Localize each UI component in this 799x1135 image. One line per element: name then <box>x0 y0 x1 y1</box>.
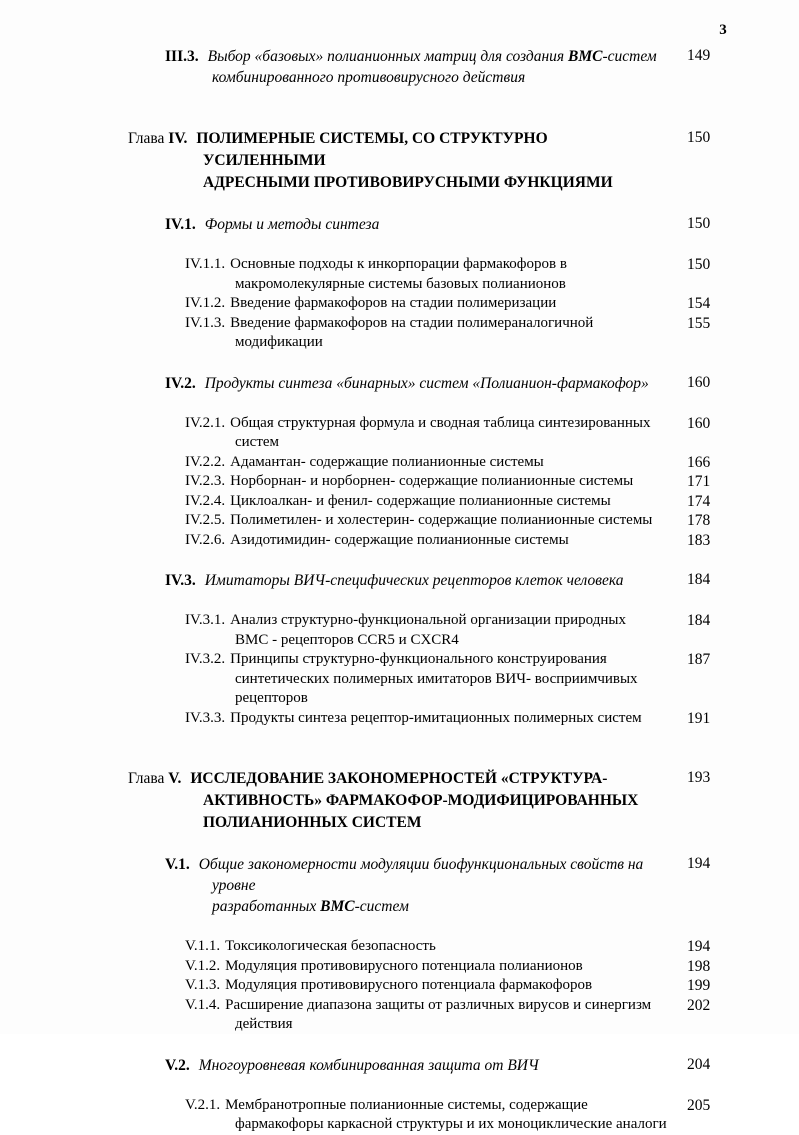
toc-entry-text <box>165 1055 539 1076</box>
toc-entry-page: 184 <box>687 571 711 588</box>
toc-entry-page: 183 <box>687 531 711 549</box>
toc-entry-title-line1: Токсикологическая безопасность <box>225 938 436 954</box>
toc-entry-number: IV.2.2. <box>185 453 226 470</box>
toc-entry-title-part1: Выбор «базовых» полианионных матриц для создания <box>207 48 568 65</box>
toc-entry-title-emphasis: ВМС <box>320 898 355 915</box>
toc-entry-page: 174 <box>687 492 711 510</box>
toc-entry-text <box>185 294 556 314</box>
toc-entry-text <box>185 511 652 531</box>
toc-entry-title: Формы и методы синтеза <box>204 216 380 233</box>
toc-entry-title-line3: рецепторов <box>235 690 308 706</box>
toc-entry-number: IV.2.3. <box>185 473 226 489</box>
toc-entry-number: IV.2.5. <box>185 512 226 528</box>
toc-entry-title-line2: фармакофоры каркасной структуры и их моноциклические аналоги <box>235 1116 667 1132</box>
toc-entry-iv-1[interactable] <box>165 214 799 235</box>
toc-entry-title-line1: Адамантан- содержащие полианионные системы <box>230 453 544 470</box>
chapter-title-line2: АДРЕСНЫМИ ПРОТИВОВИРУСНЫМИ ФУНКЦИЯМИ <box>203 174 613 191</box>
toc-entry-page: 155 <box>687 314 711 332</box>
toc-entry-text <box>185 709 642 729</box>
toc-entry-number: III.3. <box>165 48 199 65</box>
toc-entry-page: 149 <box>687 47 711 64</box>
toc-entry-page: 150 <box>687 129 711 146</box>
toc-entry-text <box>185 937 436 957</box>
toc-entry-iv-1-2[interactable] <box>185 294 799 314</box>
toc-entry-v-1-3[interactable] <box>185 976 799 996</box>
toc-entry-text <box>185 472 633 492</box>
toc-entry-iv-2-1[interactable] <box>185 414 799 453</box>
toc-entry-title: Имитаторы ВИЧ-специфических рецепторов клеток человека <box>204 572 624 589</box>
toc-entry-v-1-1[interactable] <box>185 937 799 957</box>
spacer <box>0 194 799 214</box>
toc-entry-iv-2-3[interactable] <box>185 472 799 492</box>
toc-entry-title-line1: Введение фармакофоров на стадии полимеризации <box>230 295 557 311</box>
toc-entry-page: 150 <box>687 256 711 273</box>
toc-entry-page: 184 <box>687 612 711 629</box>
chapter-lead-word: Глава <box>128 770 169 787</box>
toc-entry-page: 166 <box>687 453 711 471</box>
toc-entry-title-line1: Общие закономерности модуляции биофункциональных свойств на уровне <box>198 856 644 894</box>
toc-entry-page: 199 <box>687 977 711 994</box>
toc-entry-iv-3-1[interactable] <box>185 611 799 650</box>
toc-entry-text <box>165 214 379 235</box>
toc-entry-iv-2-2[interactable] <box>185 453 799 473</box>
toc-entry-number: V.1.4. <box>185 996 221 1013</box>
toc-entry-title-line2-part1: разработанных <box>212 898 321 915</box>
toc-entry-iv-3-3[interactable] <box>185 709 799 729</box>
toc-entry-page: 198 <box>687 957 711 975</box>
chapter-title-line1: ПОЛИМЕРНЫЕ СИСТЕМЫ, СО СТРУКТУРНО УСИЛЕННЫМИ <box>196 130 548 169</box>
toc-entry-page: 194 <box>687 938 711 955</box>
spacer <box>0 235 799 255</box>
toc-entry-title-line2: макромолекулярные системы базовых полианионов <box>235 275 566 292</box>
toc-entry-iv-2[interactable] <box>165 373 799 394</box>
toc-body <box>0 46 799 1135</box>
toc-entry-v-1-2[interactable] <box>185 957 799 977</box>
toc-entry-title: Продукты синтеза «бинарных» систем «Полианион-фармакофор» <box>204 374 649 392</box>
spacer <box>0 917 799 937</box>
spacer <box>0 728 799 768</box>
toc-entry-page: 205 <box>687 1096 711 1114</box>
toc-entry-title-line2: действия <box>235 1016 293 1032</box>
toc-entry-text <box>128 768 638 834</box>
toc-entry-number: V.2.1. <box>185 1096 221 1113</box>
toc-entry-text <box>165 570 623 591</box>
toc-entry-iv-1-3[interactable] <box>185 314 799 353</box>
spacer <box>0 394 799 414</box>
toc-entry-v-1[interactable] <box>165 854 799 917</box>
toc-entry-text <box>185 531 569 551</box>
toc-entry-page: 204 <box>687 1055 711 1073</box>
toc-entry-number: IV.2.4. <box>185 492 226 509</box>
toc-entry-page: 154 <box>687 295 711 312</box>
toc-entry-text <box>185 996 651 1035</box>
toc-entry-number: IV.1.1. <box>185 256 226 272</box>
toc-entry-page: 178 <box>687 512 711 529</box>
toc-entry-title-line2-part2: -систем <box>354 898 409 915</box>
toc-entry-title-line1: Общая структурная формула и сводная таблица синтезированных <box>230 414 651 431</box>
toc-entry-number: IV.3.1. <box>185 612 226 628</box>
toc-entry-text <box>185 650 638 709</box>
toc-entry-title-line1: Расширение диапазона защиты от различных вирусов и синергизм <box>225 996 652 1013</box>
toc-entry-chapter-v[interactable] <box>128 768 799 834</box>
toc-entry-iv-2-5[interactable] <box>185 511 799 531</box>
toc-entry-number: V.1.3. <box>185 977 221 993</box>
toc-entry-number: V.2. <box>165 1056 190 1074</box>
toc-entry-text <box>185 611 626 650</box>
toc-entry-v-1-4[interactable] <box>185 996 799 1035</box>
toc-entry-number: IV.3. <box>165 572 196 589</box>
toc-entry-text <box>165 46 657 88</box>
spacer <box>0 88 799 128</box>
chapter-number: V. <box>168 770 182 787</box>
toc-entry-page: 202 <box>687 996 711 1014</box>
toc-entry-title-emphasis: ВМС <box>567 48 603 65</box>
toc-entry-title-line1: Модуляция противовирусного потенциала фармакофоров <box>225 977 593 993</box>
toc-entry-text <box>185 492 611 512</box>
toc-entry-page: 187 <box>687 651 711 668</box>
toc-entry-iv-3[interactable] <box>165 570 799 591</box>
toc-entry-number: IV.2.6. <box>185 531 226 548</box>
toc-entry-number: IV.3.3. <box>185 709 226 726</box>
toc-entry-v-2-1[interactable] <box>185 1096 799 1135</box>
chapter-title-line2: АКТИВНОСТЬ» ФАРМАКОФОР-МОДИФИЦИРОВАННЫХ <box>203 792 639 809</box>
toc-entry-text <box>185 414 650 453</box>
toc-entry-number: IV.1.3. <box>185 314 226 331</box>
toc-entry-title-line2: комбинированного противовирусного действия <box>212 69 526 86</box>
spacer <box>0 834 799 854</box>
toc-entry-text <box>128 128 673 194</box>
toc-entry-iv-3-2[interactable] <box>185 650 799 709</box>
chapter-title-line1: ИССЛЕДОВАНИЕ ЗАКОНОМЕРНОСТЕЙ «СТРУКТУРА- <box>190 770 608 787</box>
toc-entry-title-line1: Модуляция противовирусного потенциала полианионов <box>225 957 583 974</box>
chapter-lead-word: Глава <box>128 130 169 147</box>
toc-entry-iii-3[interactable] <box>165 46 799 88</box>
toc-entry-text <box>185 255 567 294</box>
toc-entry-text <box>165 854 667 917</box>
spacer <box>0 550 799 570</box>
toc-entry-text <box>185 957 583 977</box>
toc-entry-number: IV.2. <box>165 374 196 392</box>
toc-entry-page: 194 <box>687 855 711 872</box>
chapter-number: IV. <box>168 130 188 147</box>
toc-entry-iv-2-4[interactable] <box>185 492 799 512</box>
toc-entry-title-line1: Полиметилен- и холестерин- содержащие полианионные системы <box>230 512 653 528</box>
toc-entry-number: V.1.1. <box>185 938 221 954</box>
toc-entry-title-line2: синтетических полимерных имитаторов ВИЧ- восприимчивых <box>235 670 638 687</box>
toc-entry-page: 193 <box>687 769 711 786</box>
toc-entry-number: IV.1.2. <box>185 295 226 311</box>
toc-entry-text <box>185 314 593 353</box>
spacer <box>0 353 799 373</box>
toc-entry-title-line1: Анализ структурно-функциональной организации природных <box>230 612 626 628</box>
toc-entry-number: IV.3.2. <box>185 651 226 667</box>
toc-entry-title-line1: Мембранотропные полианионные системы, содержащие <box>225 1096 588 1113</box>
toc-entry-chapter-iv[interactable] <box>128 128 799 194</box>
toc-entry-text <box>185 453 544 473</box>
toc-entry-page: 160 <box>687 373 711 391</box>
toc-entry-page: 150 <box>687 215 711 232</box>
toc-entry-title-line1: Продукты синтеза рецептор-имитационных полимерных систем <box>230 709 642 726</box>
toc-entry-number: IV.2.1. <box>185 414 226 431</box>
toc-entry-page: 171 <box>687 473 711 490</box>
spacer <box>0 591 799 611</box>
toc-entry-number: V.1. <box>165 856 190 873</box>
page-folio: 3 <box>719 22 727 38</box>
toc-entry-text <box>165 373 649 394</box>
toc-entry-iv-2-6[interactable] <box>185 531 799 551</box>
toc-entry-title-line1: Циклоалкан- и фенил- содержащие полианионные системы <box>230 492 611 509</box>
spacer <box>0 1076 799 1096</box>
toc-entry-title-line1: Введение фармакофоров на стадии полимераналогичной <box>230 314 594 331</box>
toc-entry-title: Многоуровневая комбинированная защита от ВИЧ <box>198 1056 539 1074</box>
toc-entry-title-line2: систем <box>235 434 280 450</box>
toc-entry-v-2[interactable] <box>165 1055 799 1076</box>
toc-entry-number: IV.1. <box>165 216 196 233</box>
toc-entry-title-part2: -систем <box>602 48 657 65</box>
toc-entry-title-line1: Принципы структурно-функционального конструирования <box>230 651 607 667</box>
toc-entry-title-line2: ВМС - рецепторов CCR5 и CXCR4 <box>235 631 459 648</box>
toc-entry-text <box>185 976 592 996</box>
toc-entry-title-line2: модификации <box>235 334 323 350</box>
toc-entry-page: 191 <box>687 709 711 727</box>
toc-entry-text <box>185 1096 667 1135</box>
spacer <box>0 1035 799 1055</box>
toc-entry-title-line1: Основные подходы к инкорпорации фармакофоров в <box>230 256 567 272</box>
toc-entry-number: V.1.2. <box>185 957 221 974</box>
toc-entry-iv-1-1[interactable] <box>185 255 799 294</box>
toc-entry-page: 160 <box>687 414 711 432</box>
chapter-title-line3: ПОЛИАНИОННЫХ СИСТЕМ <box>203 814 422 831</box>
toc-entry-title-line1: Норборнан- и норборнен- содержащие полианионные системы <box>230 473 634 489</box>
toc-entry-title-line1: Азидотимидин- содержащие полианионные системы <box>230 531 569 548</box>
